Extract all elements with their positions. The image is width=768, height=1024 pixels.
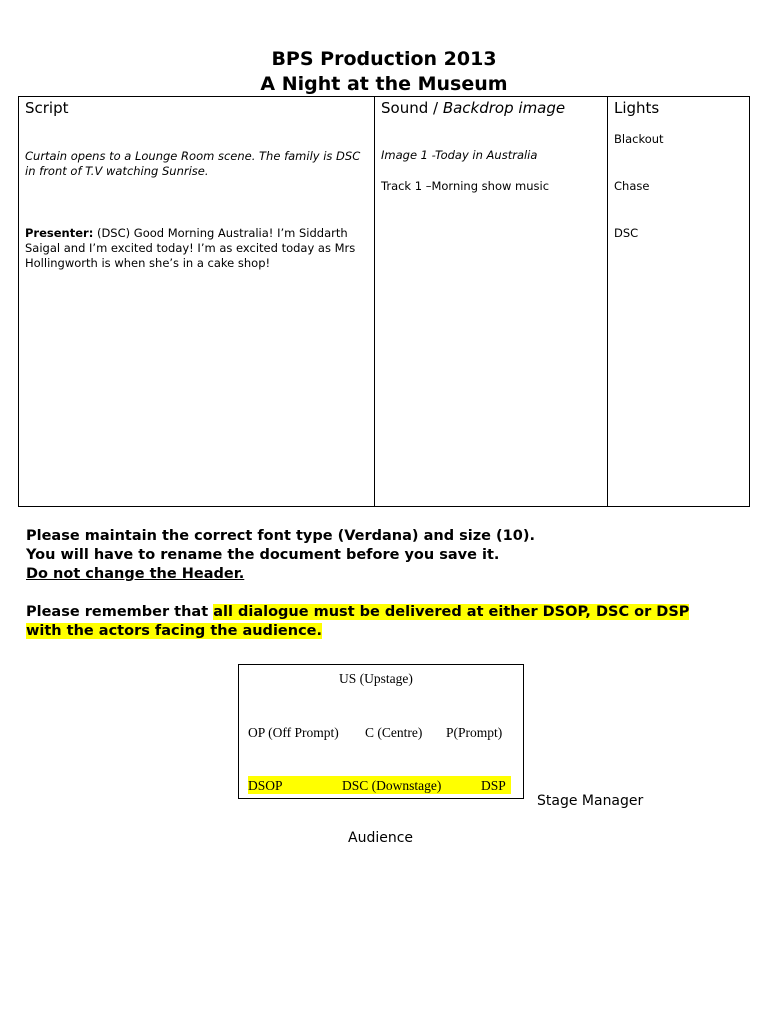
dialogue-rule-prefix: Please remember that (26, 604, 214, 620)
dialogue-rule-highlight: all dialogue must be delivered at either DSOP, DSC or DSP (213, 604, 690, 620)
stage-manager-label: Stage Manager (537, 793, 644, 809)
centre-label: C (Centre) (365, 725, 423, 740)
light-cue-blackout: Blackout (614, 132, 664, 146)
dialogue-block (25, 226, 370, 271)
script-table (18, 96, 750, 507)
header-note: Do not change the Header. (26, 566, 245, 582)
light-cue-chase: Chase (614, 179, 650, 193)
sound-column (374, 97, 607, 506)
sound-cue: Track 1 –Morning show music (381, 179, 550, 193)
script-column (19, 97, 374, 506)
stage-direction: Curtain opens to a Lounge Room scene. The family is DSC in front of T.V watching Sunrise. (25, 149, 361, 178)
light-cue-dsc: DSC (614, 226, 639, 240)
rename-note: You will have to rename the document before you save it. (26, 547, 500, 563)
dsc-label: DSC (Downstage) (342, 778, 442, 793)
lights-column (607, 97, 750, 506)
audience-label: Audience (348, 830, 414, 846)
dsp-label: DSP (481, 778, 506, 793)
lights-column-header: Lights (614, 99, 660, 117)
backdrop-cue (381, 148, 537, 163)
font-note: Please maintain the correct font type (Verdana) and size (10). (26, 528, 535, 544)
sound-header-label: Sound / (381, 99, 443, 117)
prompt-label: P(Prompt) (446, 725, 503, 740)
off-prompt-label: OP (Off Prompt) (248, 725, 339, 740)
production-title: BPS Production 2013 (271, 48, 497, 70)
upstage-label: US (Upstage) (339, 671, 413, 686)
sound-column-header (381, 98, 565, 118)
script-column-header: Script (25, 99, 69, 117)
dialogue-text: (DSC) Good Morning Australia! I’m Siddarth Saigal and I’m excited today! I’m as excited today as Mrs Hollingworth is when she’s in a cake shop! (25, 226, 356, 270)
dsop-label: DSOP (248, 778, 283, 793)
backdrop-header-label: Backdrop image (442, 99, 566, 117)
backdrop-cue-title: Today in Australia (434, 148, 538, 162)
backdrop-cue-prefix: Image 1 - (381, 148, 435, 162)
dialogue-rule-line1 (26, 603, 689, 622)
speaker-name: Presenter: (25, 226, 94, 240)
stage-diagram (238, 664, 524, 799)
dialogue-rule-line2 (26, 622, 322, 641)
show-title: A Night at the Museum (260, 73, 508, 95)
dialogue-rule-highlight-2: with the actors facing the audience. (26, 623, 323, 639)
